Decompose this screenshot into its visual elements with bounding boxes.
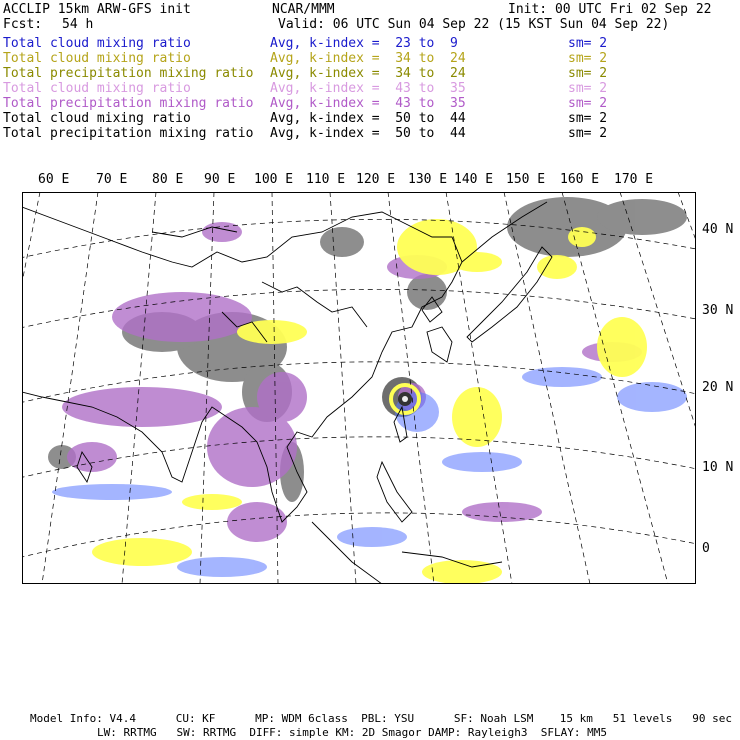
latitude-label: 30 N	[702, 303, 734, 318]
longitude-label: 100 E	[254, 172, 294, 187]
legend-field-label: Total cloud mixing ratio	[3, 36, 191, 51]
legend-field-label: Total precipitation mixing ratio	[3, 96, 254, 111]
legend-field-label: Total precipitation mixing ratio	[3, 126, 254, 141]
legend-avg-range: Avg, k-index = 43 to 35	[270, 81, 466, 96]
legend-avg-range: Avg, k-index = 23 to 9	[270, 36, 458, 51]
organization: NCAR/MMM	[272, 2, 335, 17]
legend-smoothing: sm= 2	[568, 51, 608, 66]
legend-avg-range: Avg, k-index = 50 to 44	[270, 111, 466, 126]
legend-avg-range: Avg, k-index = 43 to 35	[270, 96, 466, 111]
longitude-label: 70 E	[96, 172, 128, 187]
legend-smoothing: sm= 2	[568, 81, 608, 96]
legend-smoothing: sm= 2	[568, 36, 608, 51]
footer-physics-info: LW: RRTMG SW: RRTMG DIFF: simple KM: 2D Smagor DAMP: Rayleigh3 SFLAY: MM5	[97, 726, 607, 739]
legend-avg-range: Avg, k-index = 34 to 24	[270, 51, 466, 66]
forecast-hours: 54 h	[62, 17, 94, 32]
legend-avg-range: Avg, k-index = 50 to 44	[270, 126, 466, 141]
longitude-label: 120 E	[356, 172, 396, 187]
longitude-label: 150 E	[506, 172, 546, 187]
longitude-label: 60 E	[38, 172, 70, 187]
legend-smoothing: sm= 2	[568, 126, 608, 141]
legend-field-label: Total cloud mixing ratio	[3, 51, 191, 66]
legend-avg-range: Avg, k-index = 34 to 24	[270, 66, 466, 81]
longitude-label: 90 E	[204, 172, 236, 187]
footer-model-info: Model Info: V4.4 CU: KF MP: WDM 6class PBL: YSU SF: Noah LSM 15 km 51 levels 90 sec	[30, 712, 732, 725]
legend-smoothing: sm= 2	[568, 96, 608, 111]
latitude-label: 0	[702, 541, 710, 556]
latitude-label: 10 N	[702, 460, 734, 475]
valid-time: Valid: 06 UTC Sun 04 Sep 22 (15 KST Sun 04 Sep 22)	[278, 17, 670, 32]
legend-field-label: Total precipitation mixing ratio	[3, 66, 254, 81]
longitude-label: 130 E	[408, 172, 448, 187]
model-title: ACCLIP 15km ARW-GFS init	[3, 2, 191, 17]
legend-smoothing: sm= 2	[568, 66, 608, 81]
forecast-map	[22, 192, 696, 584]
longitude-label: 140 E	[454, 172, 494, 187]
forecast-label: Fcst:	[3, 17, 43, 32]
longitude-label: 80 E	[152, 172, 184, 187]
init-time: Init: 00 UTC Fri 02 Sep 22	[508, 2, 712, 17]
longitude-label: 160 E	[560, 172, 600, 187]
legend-field-label: Total cloud mixing ratio	[3, 111, 191, 126]
longitude-label: 170 E	[614, 172, 654, 187]
legend-smoothing: sm= 2	[568, 111, 608, 126]
latitude-label: 20 N	[702, 380, 734, 395]
latitude-label: 40 N	[702, 222, 734, 237]
legend-field-label: Total cloud mixing ratio	[3, 81, 191, 96]
longitude-label: 110 E	[306, 172, 346, 187]
